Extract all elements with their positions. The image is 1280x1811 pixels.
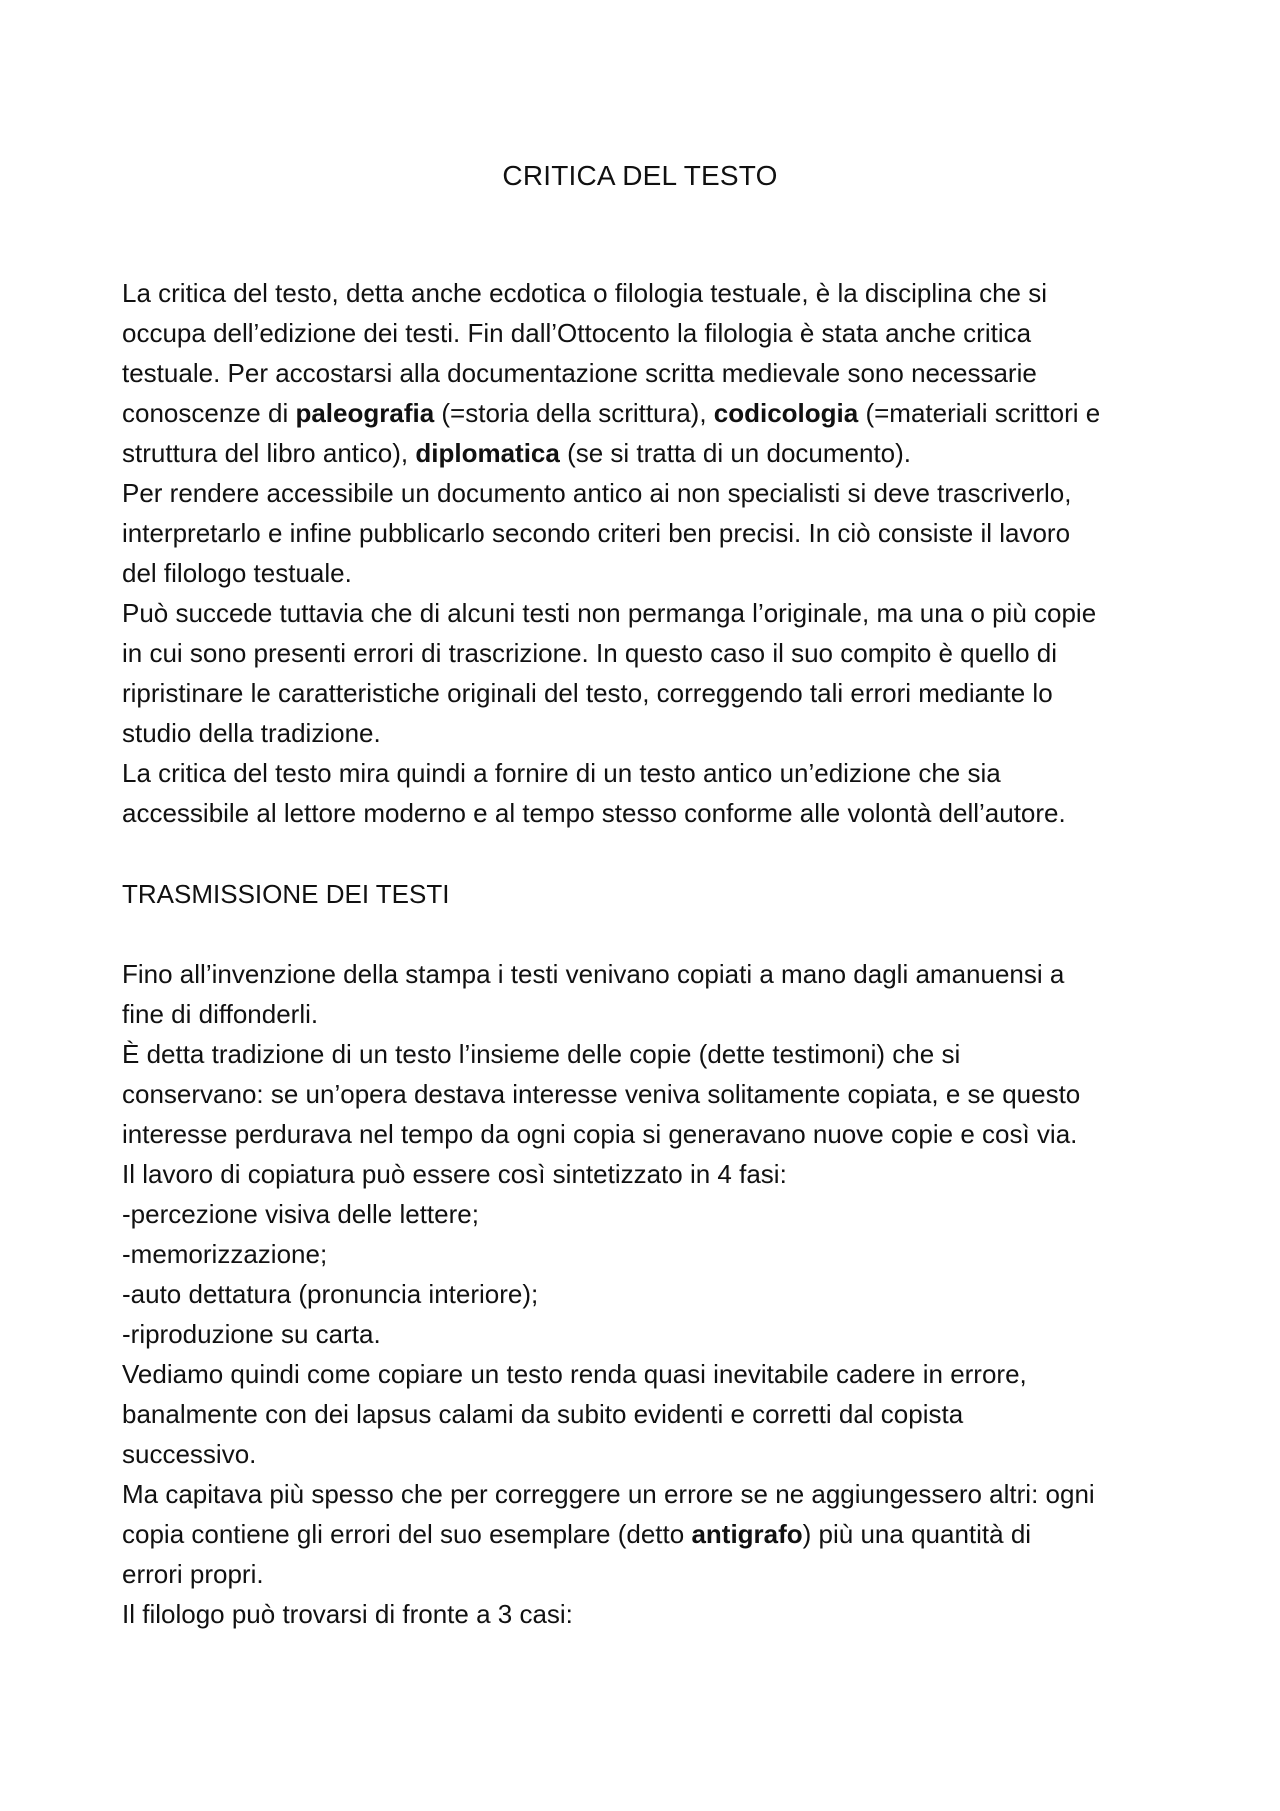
paragraph-line: testuale. Per accostarsi alla documentazione scritta medievale sono necessarie <box>122 358 1037 388</box>
text-run: (=materiali scrittori e <box>858 398 1101 428</box>
paragraph-line <box>122 393 1172 433</box>
term-codicologia: codicologia <box>713 398 859 428</box>
list-item: -percezione visiva delle lettere; <box>122 1199 479 1229</box>
term-diplomatica: diplomatica <box>415 438 560 468</box>
paragraph-line: Fino all’invenzione della stampa i testi venivano copiati a mano dagli amanuensi a <box>122 959 1065 989</box>
text-run: ) più una quantità di <box>802 1519 1032 1549</box>
list-item: -memorizzazione; <box>122 1239 328 1269</box>
list-item: -auto dettatura (pronuncia interiore); <box>122 1279 539 1309</box>
term-paleografia: paleografia <box>295 398 435 428</box>
paragraph-line: conservano: se un’opera destava interesse veniva solitamente copiata, e se questo <box>122 1079 1081 1109</box>
paragraph-line: Per rendere accessibile un documento antico ai non specialisti si deve trascriverlo, <box>122 478 1072 508</box>
paragraph-line: Può succede tuttavia che di alcuni testi non permanga l’originale, ma una o più copie <box>122 598 1097 628</box>
paragraph-line: Il filologo può trovarsi di fronte a 3 casi: <box>122 1599 573 1629</box>
paragraph-line <box>122 433 1172 473</box>
text-run: (=storia della scrittura), <box>434 398 714 428</box>
paragraph-line: del filologo testuale. <box>122 558 352 588</box>
paragraph-line: È detta tradizione di un testo l’insieme delle copie (dette testimoni) che si <box>122 1039 961 1069</box>
intro-section <box>122 273 1172 833</box>
paragraph-line: banalmente con dei lapsus calami da subito evidenti e corretti dal copista <box>122 1399 964 1429</box>
paragraph-line: ripristinare le caratteristiche originali del testo, correggendo tali errori mediante lo <box>122 678 1053 708</box>
list-item: -riproduzione su carta. <box>122 1319 381 1349</box>
transmission-section <box>122 954 1172 1634</box>
term-antigrafo: antigrafo <box>691 1519 803 1549</box>
paragraph-line: accessibile al lettore moderno e al tempo stesso conforme alle volontà dell’autore. <box>122 798 1066 828</box>
paragraph-line: interesse perdurava nel tempo da ogni copia si generavano nuove copie e così via. <box>122 1119 1078 1149</box>
document-title: CRITICA DEL TESTO <box>502 160 778 191</box>
paragraph-line: interpretarlo e infine pubblicarlo secondo criteri ben precisi. In ciò consiste il lavoro <box>122 518 1071 548</box>
text-run: struttura del libro antico), <box>122 438 416 468</box>
paragraph-line <box>122 1514 1172 1554</box>
paragraph-line: occupa dell’edizione dei testi. Fin dall’Ottocento la filologia è stata anche critica <box>122 318 1032 348</box>
paragraph-line: fine di diffonderli. <box>122 999 319 1029</box>
paragraph-line: Ma capitava più spesso che per correggere un errore se ne aggiungessero altri: ogni <box>122 1479 1095 1509</box>
paragraph-line: studio della tradizione. <box>122 718 381 748</box>
text-run: copia contiene gli errori del suo esemplare (detto <box>122 1519 692 1549</box>
text-run: (se si tratta di un documento). <box>559 438 912 468</box>
section-heading: TRASMISSIONE DEI TESTI <box>122 879 450 909</box>
text-run: conoscenze di <box>122 398 296 428</box>
paragraph-line: errori propri. <box>122 1559 264 1589</box>
paragraph-line: La critica del testo mira quindi a fornire di un testo antico un’edizione che sia <box>122 758 1001 788</box>
paragraph-line: in cui sono presenti errori di trascrizione. In questo caso il suo compito è quello di <box>122 638 1058 668</box>
paragraph-line: Vediamo quindi come copiare un testo renda quasi inevitabile cadere in errore, <box>122 1359 1027 1389</box>
paragraph-line: La critica del testo, detta anche ecdotica o filologia testuale, è la disciplina che si <box>122 278 1047 308</box>
paragraph-line: Il lavoro di copiatura può essere così sintetizzato in 4 fasi: <box>122 1159 787 1189</box>
paragraph-line: successivo. <box>122 1439 257 1469</box>
